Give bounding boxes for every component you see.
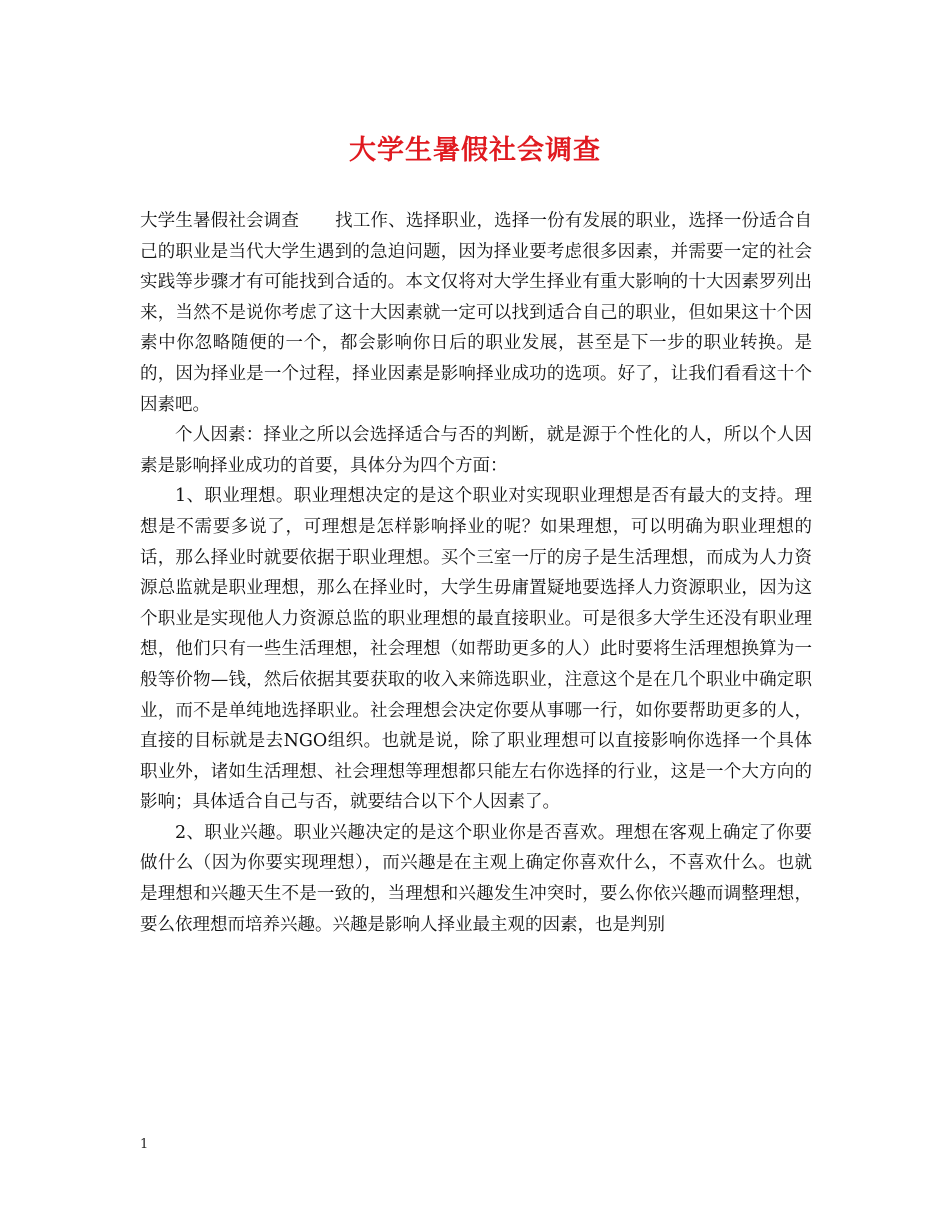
paragraph-career-interest: 2、职业兴趣。职业兴趣决定的是这个职业你是否喜欢。理想在客观上确定了你要做什么（因为你要实现理想），而兴趣是在主观上确定你喜欢什么，不喜欢什么。也就是理想和兴趣天生不是一致的，当理想和兴趣发生冲突时，要么你依兴趣而调整理想，要么依理想而培养兴趣。兴趣是影响人择业最主观的因素，也是判别 <box>140 822 812 935</box>
lead-label: 大学生暑假社会调查 <box>140 211 299 231</box>
paragraph-intro <box>140 206 812 420</box>
document-title: 大学生暑假社会调查 <box>349 135 601 166</box>
paragraph-career-ideal: 1、职业理想。职业理想决定的是这个职业对实现职业理想是否有最大的支持。理想是不需要多说了，可理想是怎样影响择业的呢？如果理想，可以明确为职业理想的话，那么择业时就要依据于职业理想。买个三室一厅的房子是生活理想，而成为人力资源总监就是职业理想，那么在择业时，大学生毋庸置疑地要选择人力资源职业，因为这个职业是实现他人力资源总监的职业理想的最直接职业。可是很多大学生还没有职业理想，他们只有一些生活理想，社会理想（如帮助更多的人）此时要将生活理想换算为一般等价物—钱，然后依据其要获取的收入来筛选职业，注意这个是在几个职业中确定职业，而不是单纯地选择职业。社会理想会决定你要从事哪一行，如你要帮助更多的人，直接的目标就是去NGO组织。也就是说，除了职业理想可以直接影响你选择一个具体职业外，诸如生活理想、社会理想等理想都只能左右你选择的行业，这是一个大方向的影响；具体适合自己与否，就要结合以下个人因素了。 <box>140 486 812 813</box>
page-number: 1 <box>140 1137 149 1152</box>
paragraph-intro-text: 找工作、选择职业，选择一份有发展的职业，选择一份适合自己的职业是当代大学生遇到的急迫问题，因为择业要考虑很多因素，并需要一定的社会实践等步骤才有可能找到合适的。本文仅将对大学生择业有重大影响的十大因素罗列出来，当然不是说你考虑了这十大因素就一定可以找到适合自己的职业，但如果这十个因素中你忽略随便的一个，都会影响你日后的职业发展，甚至是下一步的职业转换。是的，因为择业是一个过程，择业因素是影响择业成功的选项。好了，让我们看看这十个因素吧。 <box>140 211 812 415</box>
document-body <box>140 206 812 940</box>
paragraph-personal-factors: 个人因素：择业之所以会选择适合与否的判断，就是源于个性化的人，所以个人因素是影响择业成功的首要，具体分为四个方面： <box>140 425 812 476</box>
